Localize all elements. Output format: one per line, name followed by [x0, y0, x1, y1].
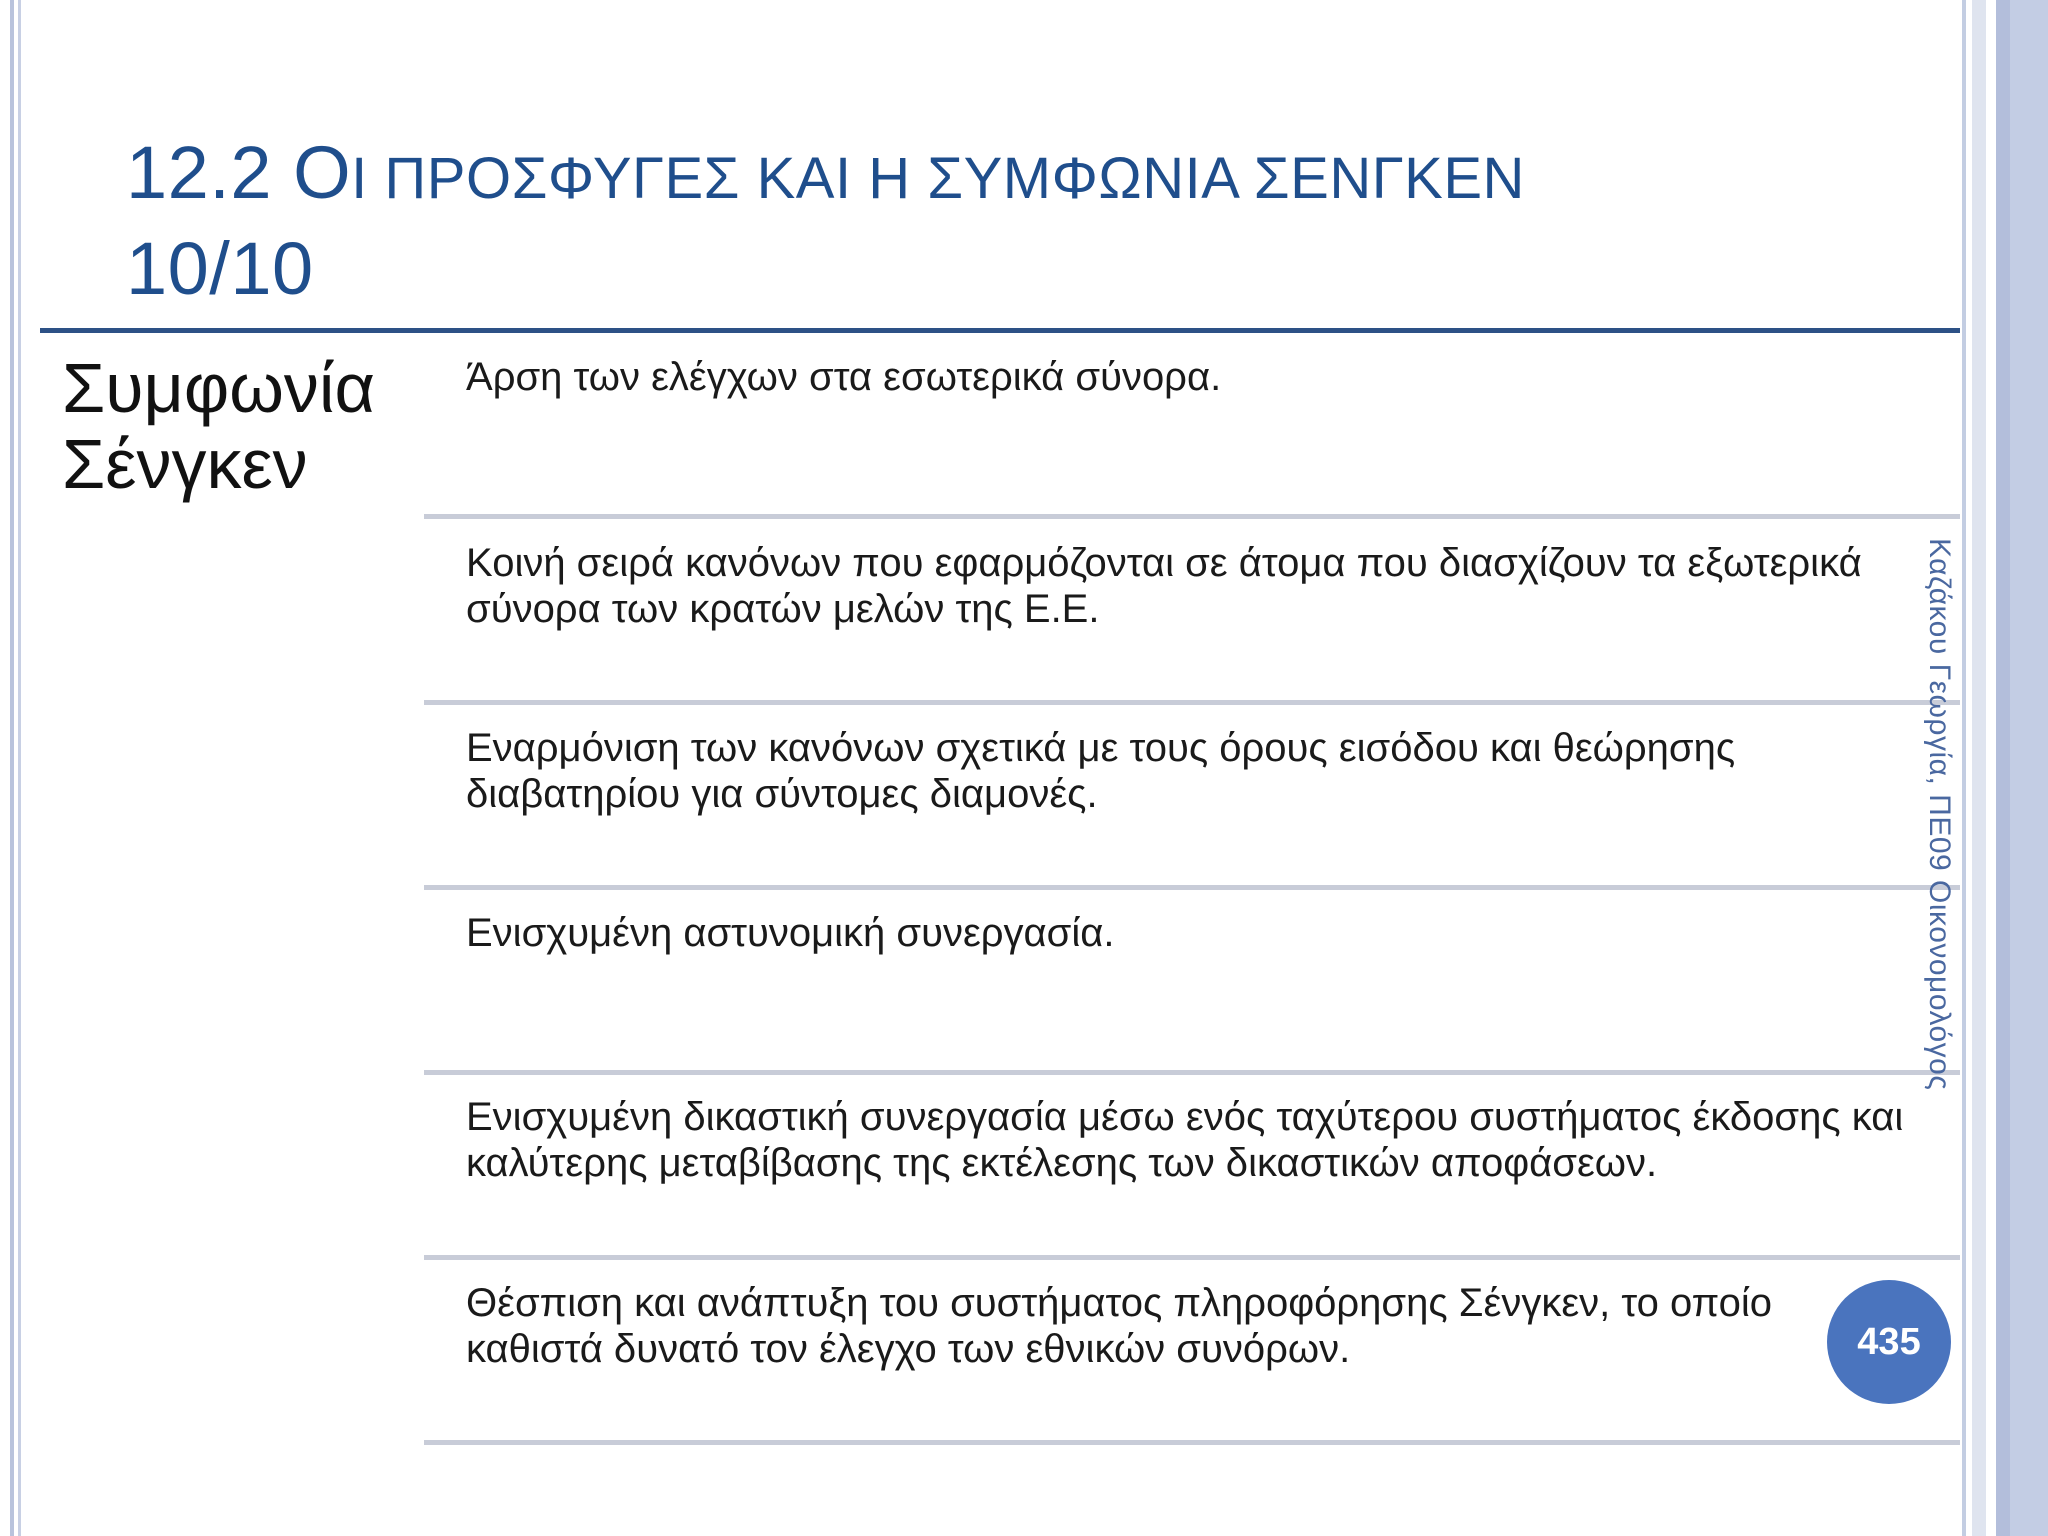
right-border-stripe	[2010, 0, 2048, 1536]
list-item: Κοινή σειρά κανόνων που εφαρμόζονται σε άτομα που διασχίζουν τα εξωτερικά σύνορα των κρατών μελών της Ε.Ε.	[466, 541, 1862, 631]
section-heading-line1: Συμφωνία	[62, 349, 375, 427]
slide-title-rest: Ι ΠΡΟΣΦΥΓΕΣ ΚΑΙ Η ΣΥΜΦΩΝΙΑ ΣΕΝΓΚΕΝ	[351, 146, 1525, 211]
item-divider	[424, 885, 1960, 890]
item-divider	[424, 1440, 1960, 1445]
item-divider	[424, 1070, 1960, 1075]
slide-title-line2: 10/10	[126, 227, 314, 310]
slide-title	[126, 128, 1826, 315]
slide-title-lead: 12.2 Ο	[126, 131, 352, 214]
list-item: Θέσπιση και ανάπτυξη του συστήματος πληροφόρησης Σένγκεν, το οποίο καθιστά δυνατό τον έλεγχο των εθνικών συνόρων.	[466, 1281, 1773, 1371]
list-item: Εναρμόνιση των κανόνων σχετικά με τους όρους εισόδου και θεώρησης διαβατηρίου για σύντομες διαμονές.	[466, 726, 1736, 816]
section-heading	[62, 350, 422, 502]
list-item: Ενισχυμένη δικαστική συνεργασία μέσω ενός ταχύτερου συστήματος έκδοσης και καλύτερης μεταβίβασης της εκτέλεσης των δικαστικών αποφάσεων.	[466, 1095, 1904, 1185]
item-divider	[424, 700, 1960, 705]
left-border-stripe-inner	[18, 0, 21, 1536]
item-divider	[424, 1255, 1960, 1260]
section-heading-line2: Σένγκεν	[62, 425, 308, 503]
right-border-stripe	[1996, 0, 2010, 1536]
right-border-gap	[1986, 0, 1996, 1536]
page-number-badge: 435	[1827, 1280, 1951, 1404]
list-item: Ενισχυμένη αστυνομική συνεργασία.	[466, 911, 1115, 955]
right-border-stripe	[1962, 0, 1966, 1536]
list-item: Άρση των ελέγχων στα εσωτερικά σύνορα.	[466, 355, 1222, 399]
title-divider	[40, 328, 1960, 333]
author-credit: Καζάκου Γεωργία, ΠΕ09 Οικονομολόγος	[1923, 538, 1956, 1091]
item-divider	[424, 514, 1960, 519]
left-border-stripe	[10, 0, 14, 1536]
right-border-stripe	[1972, 0, 1986, 1536]
